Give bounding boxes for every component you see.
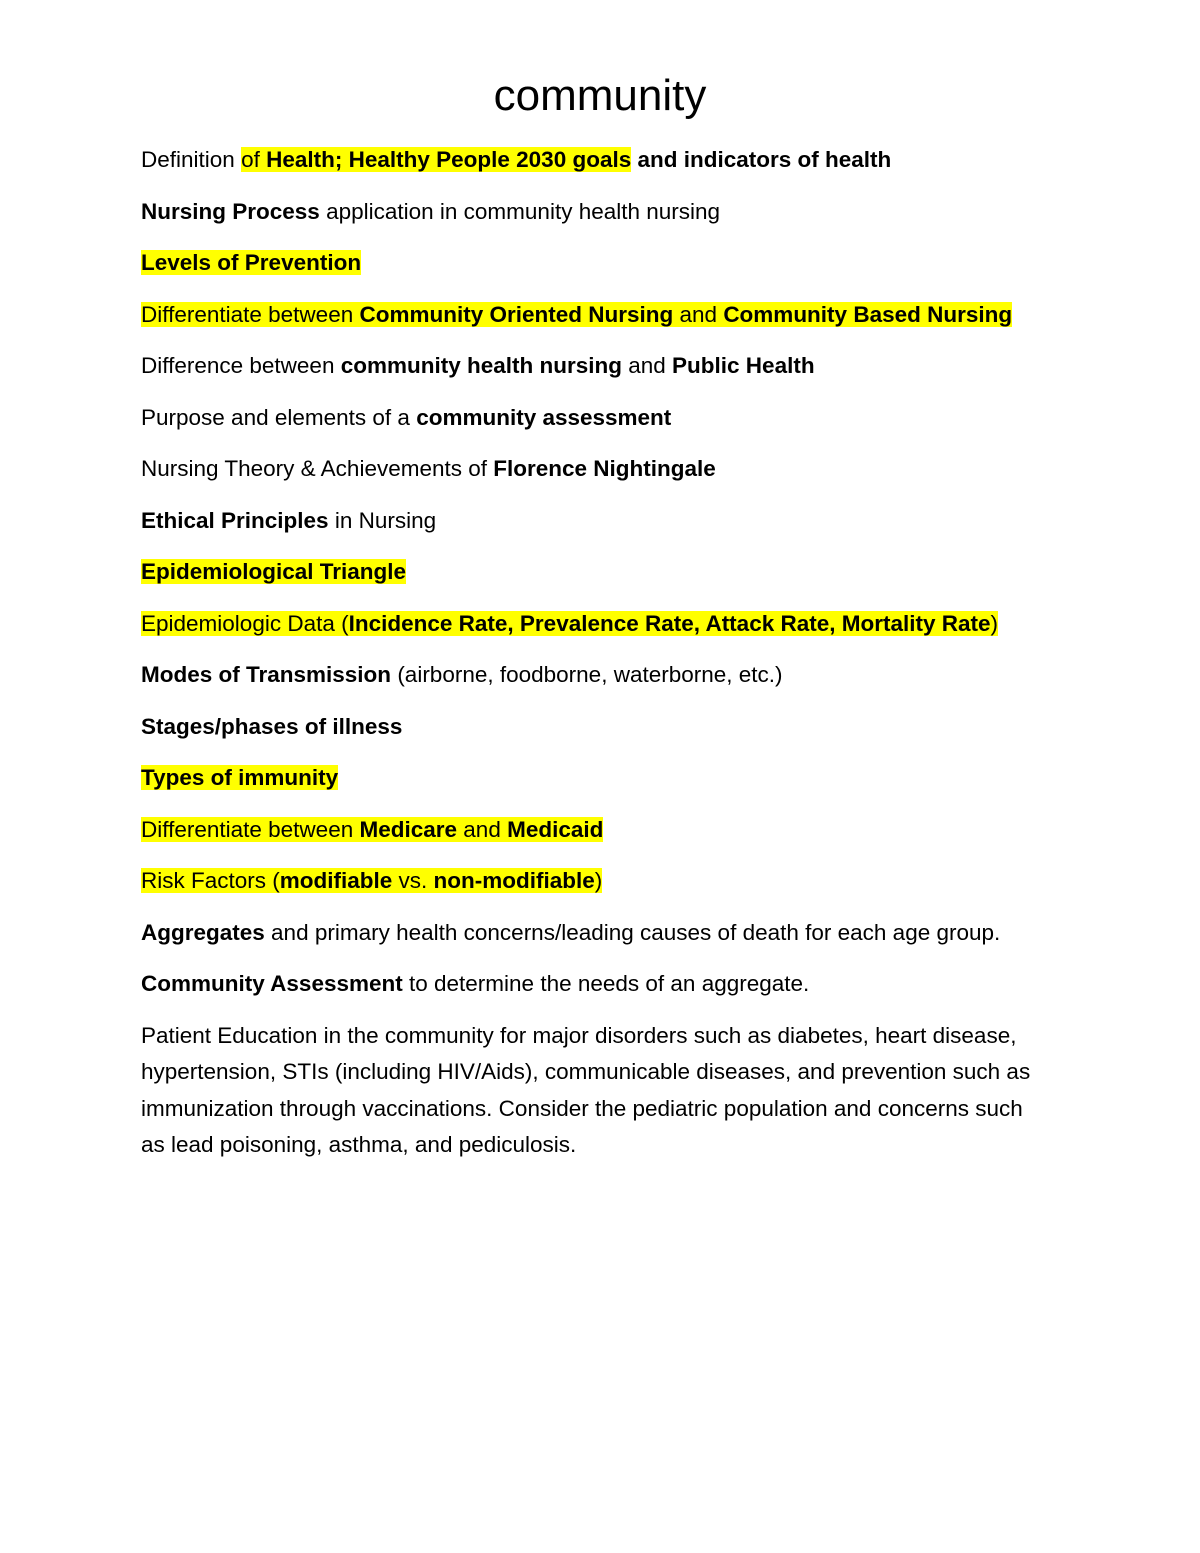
document-body [141, 142, 1031, 1179]
document-paragraph [141, 297, 1031, 334]
text-run: and [457, 816, 508, 842]
bold-text-run: community assessment [416, 404, 672, 430]
bold-text-run: Community Assessment [141, 971, 403, 996]
text-run: Patient Education in the community for major disorders such as diabetes, heart disease, hypertension, STIs (including HIV/Aids), communicable diseases, and prevention such as immunization through vaccinations. Consider the pediatric population and concerns such as lead poisoning, asthma, and pediculosis. [141, 1022, 1031, 1157]
text-run: and [622, 353, 673, 378]
document-paragraph [141, 194, 1031, 231]
bold-text-run: community health nursing [340, 353, 622, 378]
bold-text-run: Medicare [359, 816, 458, 842]
document-paragraph [141, 606, 1031, 643]
document-paragraph [141, 657, 1031, 694]
bold-text-run: Public Health [672, 353, 815, 378]
document-paragraph [141, 966, 1031, 1003]
text-run: in Nursing [328, 507, 437, 533]
bold-text-run: Levels of Prevention [141, 250, 362, 275]
text-run: of [241, 147, 267, 172]
document-paragraph [141, 915, 1031, 952]
text-run: and [673, 301, 724, 327]
document-paragraph [141, 812, 1031, 849]
document-paragraph [141, 400, 1031, 437]
text-run: ) [594, 868, 603, 893]
document-paragraph [141, 142, 1031, 179]
bold-text-run: and indicators of health [631, 147, 892, 172]
text-run: Difference between [141, 353, 341, 378]
bold-text-run: Health; Healthy People 2030 goals [266, 147, 632, 172]
text-run: Differentiate between [141, 816, 360, 842]
bold-text-run: Medicaid [507, 816, 604, 842]
text-run: Differentiate between [141, 301, 360, 327]
document-paragraph [141, 348, 1031, 385]
text-run: Epidemiologic Data ( [141, 610, 349, 636]
bold-text-run: Types of immunity [141, 765, 339, 790]
bold-text-run: Incidence Rate, Prevalence Rate, Attack Rate, Mortality Rate [348, 610, 991, 636]
text-run: Risk Factors ( [141, 868, 280, 893]
bold-text-run: Ethical Principles [141, 507, 329, 533]
document-paragraph [141, 245, 1031, 282]
bold-text-run: non-modifiable [433, 868, 595, 893]
bold-text-run: Community Based Nursing [723, 301, 1013, 327]
text-run: (airborne, foodborne, waterborne, etc.) [391, 662, 783, 687]
text-run: to determine the needs of an aggregate. [402, 971, 810, 996]
text-run: Nursing Theory & Achievements of [141, 456, 494, 481]
document-paragraph [141, 503, 1031, 540]
bold-text-run: Community Oriented Nursing [359, 301, 674, 327]
document-paragraph [141, 760, 1031, 797]
text-run: ) [990, 610, 999, 636]
text-run: Purpose and elements of a [141, 404, 417, 430]
document-paragraph [141, 1018, 1031, 1164]
bold-text-run: Nursing Process [141, 198, 320, 224]
text-run: vs. [392, 868, 434, 893]
bold-text-run: modifiable [279, 868, 393, 893]
bold-text-run: Epidemiological Triangle [141, 559, 407, 584]
document-paragraph [141, 554, 1031, 591]
text-run: and primary health concerns/leading causes of death for each age group. [264, 919, 1001, 945]
document-title: community [493, 71, 707, 120]
text-run: Definition [141, 147, 242, 172]
text-run: application in community health nursing [319, 198, 721, 224]
bold-text-run: Modes of Transmission [141, 662, 392, 687]
bold-text-run: Stages/phases of illness [141, 713, 403, 739]
document-paragraph [141, 863, 1031, 900]
document-paragraph [141, 451, 1031, 488]
document-paragraph [141, 709, 1031, 746]
bold-text-run: Florence Nightingale [493, 456, 716, 481]
bold-text-run: Aggregates [141, 919, 265, 945]
